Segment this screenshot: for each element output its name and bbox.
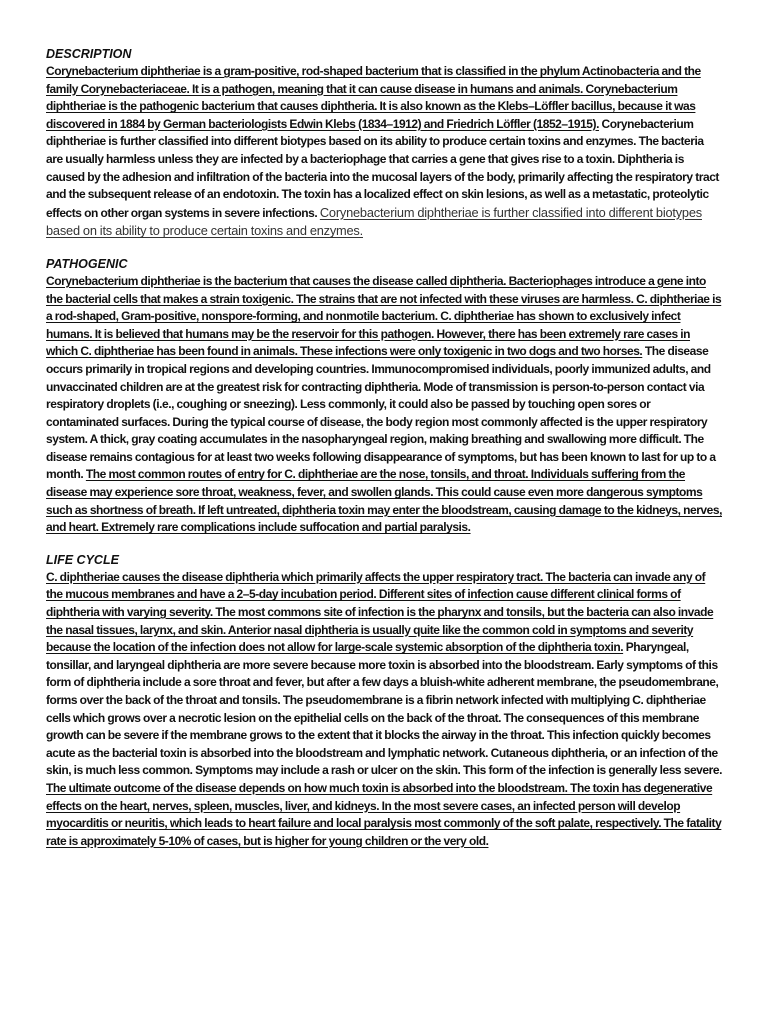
section-heading: DESCRIPTION	[46, 47, 132, 61]
section-body	[46, 569, 722, 851]
section-body	[46, 63, 722, 241]
section-pathogenic	[46, 256, 722, 537]
section-heading: PATHOGENIC	[46, 256, 128, 271]
plain-text: Corynebacterium diphtheriae is further classified into different biotypes based on its ability to produce certain toxins and enzymes. The bacteria are usually harmless unless they are infected by a bacteriophage that carries a gene that gives rise to a toxin. Diphtheria is caused by the adhesion and infiltration of the bacteria into the mucosal layers of the body, primarily affecting the respiratory tract and the subsequent release of an endotoxin. The toxin has a localized effect on skin lesions, as well as a metastatic, proteolytic effects on other organ systems in severe infections.	[46, 116, 719, 220]
section-body	[46, 273, 722, 537]
underlined-text: Corynebacterium diphtheriae is a gram-positive, rod-shaped bacterium that is classified in the phylum Actinobacteria and the family Corynebacteriaceae. It is a pathogen, meaning that it can cause disease in humans and animals. Corynebacterium diphtheriae is the pathogenic bacterium that causes diphtheria. It is also known as the Klebs–Löffler bacillus, because it was discovered in 1884 by German bacteriologists Edwin Klebs (1834–1912) and Friedrich Löffler (1852–1915).	[46, 64, 701, 131]
underlined-text: The ultimate outcome of the disease depends on how much toxin is absorbed into the bloodstream. The toxin has degenerative effects on the heart, nerves, spleen, muscles, liver, and kidneys. In the most severe cases, an infected person will develop myocarditis or neuritis, which leads to heart failure and local paralysis most commonly of the soft palate, respectively. The fatality rate is approximately 5-10% of cases, but is higher for young children or the very old.	[46, 780, 722, 848]
section-description	[46, 46, 722, 241]
underlined-text: Corynebacterium diphtheriae is the bacterium that causes the disease called diphtheria. Bacteriophages introduce a gene into the bacterial cells that makes a strain toxigenic. The strains that are not infected with these viruses are harmless. C. diphtheriae is a rod-shaped, Gram-positive, nonspore-forming, and nonmotile bacterium. C. diphtheriae has shown to exclusively infect humans. It is believed that humans may be the reservoir for this pathogen. However, there has been extremely rare cases in which C. diphtheriae has been found in animals. These infections were only toxigenic in two dogs and two horses.	[46, 273, 722, 359]
section-life-cycle	[46, 552, 722, 851]
underlined-light-text: Corynebacterium diphtheriae is further classified into different biotypes based on its ability to produce certain toxins and enzymes.	[46, 204, 702, 239]
underlined-text: The most common routes of entry for C. diphtheriae are the nose, tonsils, and throat. Individuals suffering from the disease may experience sore throat, weakness, fever, and swollen glands. This could cause even more dangerous symptoms such as shortness of breath. If left untreated, diphtheria toxin may enter the bloodstream, causing damage to the kidneys, nerves, and heart. Extremely rare complications include suffocation and partial paralysis.	[46, 467, 722, 535]
plain-text: Pharyngeal, tonsillar, and laryngeal diphtheria are more severe because more toxin is absorbed into the bloodstream. Early symptoms of this form of diphtheria include a sore throat and fever, but after a few days a bluish-white adherent membrane, the pseudomembrane, forms over the back of the throat and tonsils. The pseudomembrane is a fibrin network infected with multiplying C. diphtheriae cells which grows over a necrotic lesion on the epithelial cells on the back of the throat. The consequences of this membrane growth can be severe if the membrane grows to the extent that it blocks the airway in the throat. This infection quickly becomes acute as the bacterial toxin is absorbed into the bloodstream and lymphatic network. Cutaneous diphtheria, or an infection of the skin, is much less common. Symptoms may include a rash or ulcer on the skin. This form of the infection is generally less severe.	[46, 640, 722, 778]
underlined-text: C. diphtheriae causes the disease diphtheria which primarily affects the upper respiratory tract. The bacteria can invade any of the mucous membranes and have a 2–5-day incubation period. Different sites of infection cause different clinical forms of diphtheria with varying severity. The most commons site of infection is the pharynx and tonsils, but the bacteria can also invade the nasal tissues, larynx, and skin. Anterior nasal diphtheria is usually quite like the common cold in symptoms and severity because the location of the infection does not allow for large-scale systemic absorption of the diphtheria toxin.	[46, 569, 714, 655]
section-heading: LIFE CYCLE	[46, 552, 119, 567]
plain-text: The disease occurs primarily in tropical regions and developing countries. Immunocompromised individuals, poorly immunized adults, and unvaccinated children are at the greatest risk for contracting diphtheria. Mode of transmission is person-to-person contact via respiratory droplets (i.e., coughing or sneezing). Less commonly, it could also be passed by touching open sores or contaminated surfaces. During the typical course of disease, the body region most commonly affected is the upper respiratory system. A thick, gray coating accumulates in the nasopharyngeal region, making breathing and swallowing more difficult. The disease remains contagious for at least two weeks following disappearance of symptoms, but has been known to last for up to a month.	[46, 344, 716, 482]
